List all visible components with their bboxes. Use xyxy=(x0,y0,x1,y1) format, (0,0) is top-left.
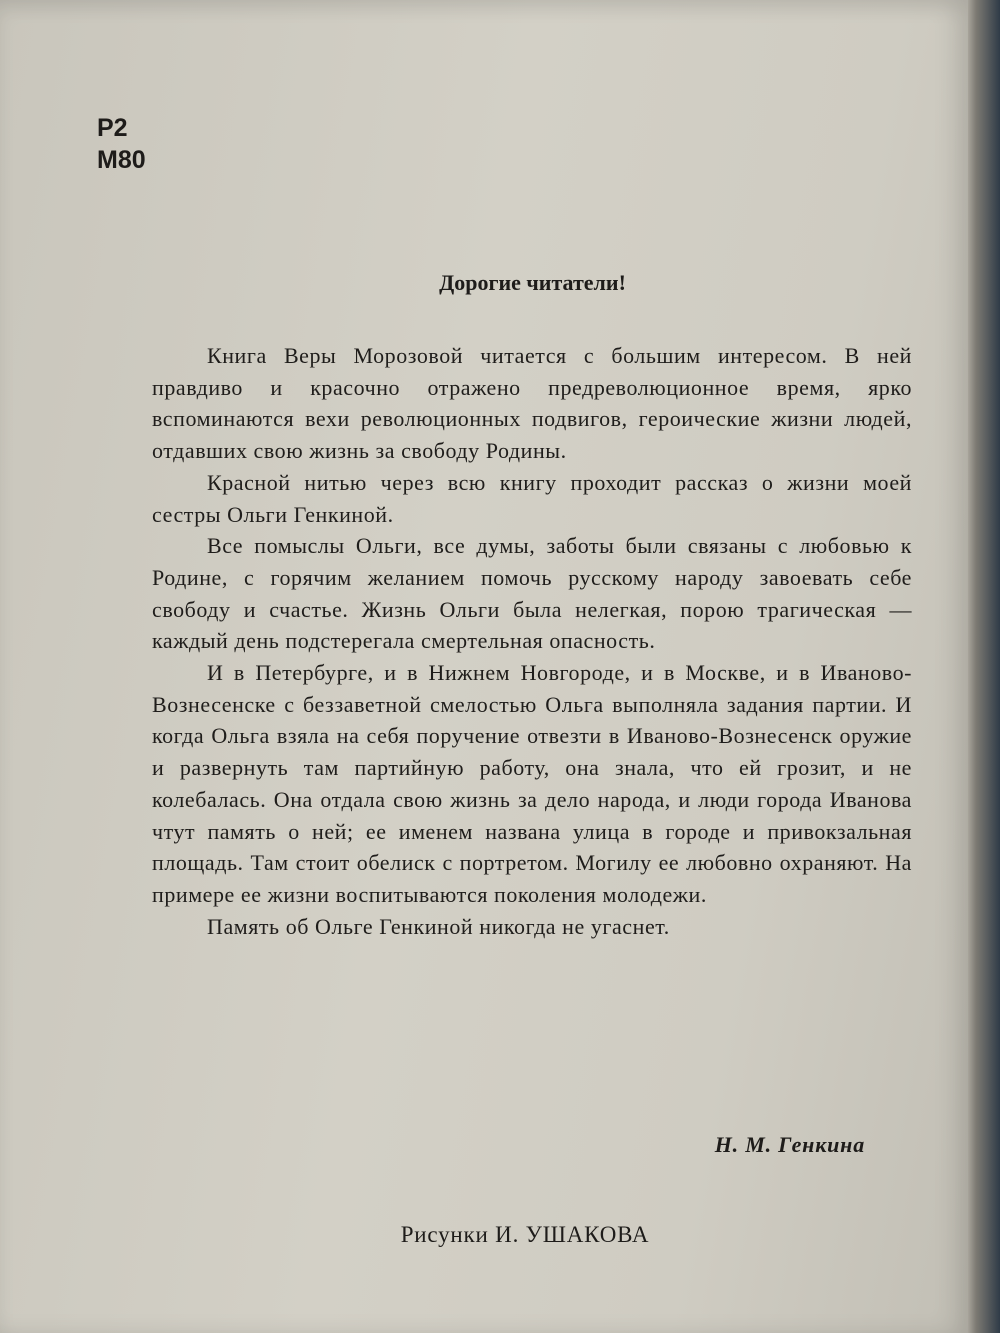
page-edge-shadow xyxy=(968,0,1000,1333)
illustration-credits: Рисунки И. УШАКОВА xyxy=(400,1222,650,1247)
foreword-text xyxy=(152,340,912,942)
index-code-line-2: M80 xyxy=(97,146,146,174)
author-signature: Н. М. Генкина xyxy=(714,1132,865,1157)
paragraph-1: Книга Веры Морозовой читается с большим интересом. В ней правдиво и красочно отражено предреволюционное время, ярко вспоминаются вехи революционных подвигов, героические жизни людей, отдавших свою жизнь за свободу Родины. xyxy=(152,343,912,464)
paragraph-5: Память об Ольге Генкиной никогда не угаснет. xyxy=(207,913,670,939)
index-code-line-1: P2 xyxy=(97,114,128,142)
page-title: Дорогие читатели! xyxy=(439,270,626,295)
library-index-code xyxy=(97,112,146,176)
paragraph-4: И в Петербурге, и в Нижнем Новгороде, и в Москве, и в Иваново-Вознесенске с беззаветной смелостью Ольга выполняла задания партии. И когда Ольга взяла на себя поручение отвезти в Иваново-Вознесенск оружие и развернуть там партийную работу, она знала, что ей грозит, и не колебалась. Она отдала свою жизнь за дело народа, и люди города Иванова чтут память о ней; ее именем названа улица в городе и привокзальная площадь. Там стоит обелиск с портретом. Могилу ее любовно охраняют. На примере ее жизни воспитываются поколения молодежи. xyxy=(152,660,912,907)
paragraph-3: Все помыслы Ольги, все думы, заботы были связаны с любовью к Родине, с горячим желанием помочь русскому народу завоевать себе свободу и счастье. Жизнь Ольги была нелегкая, порою трагическая — каждый день подстерегала смертельная опасность. xyxy=(152,533,912,654)
paragraph-2: Красной нитью через всю книгу проходит рассказ о жизни моей сестры Ольги Генкиной. xyxy=(152,469,912,527)
